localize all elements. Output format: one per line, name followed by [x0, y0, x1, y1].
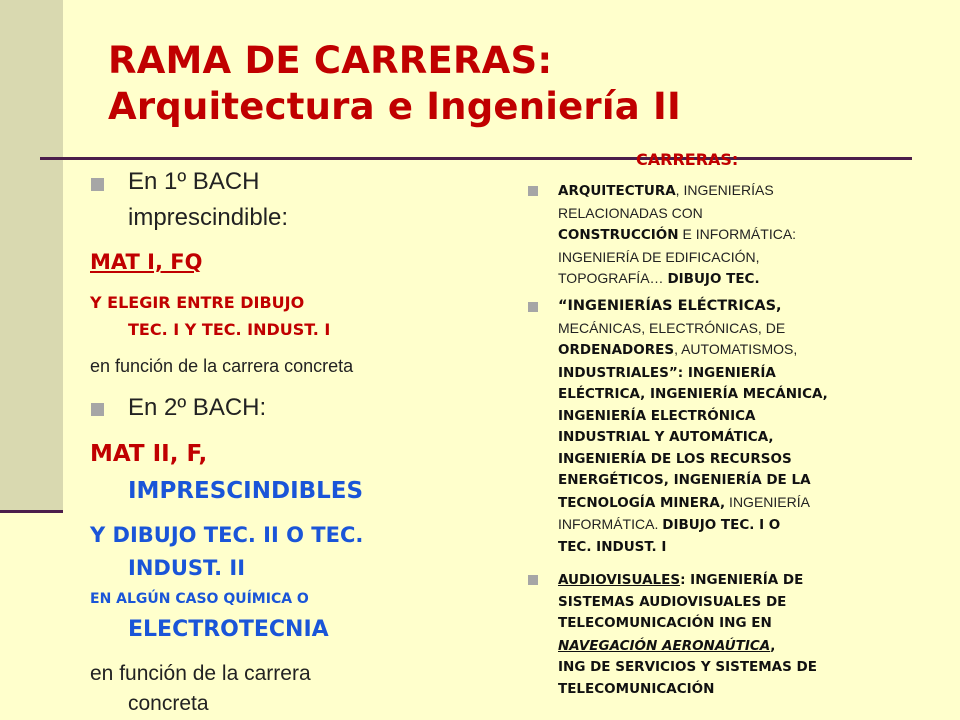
- mat-i-fq: MAT I, FQ: [90, 250, 203, 274]
- item2-text: ”: INGENIERÍA: [668, 364, 776, 381]
- item2-text: INDUSTRIAL Y AUTOMÁTICA,: [558, 429, 774, 445]
- item3-text: ING DE SERVICIOS Y SISTEMAS DE: [558, 659, 817, 675]
- item2-text: ENERGÉTICOS, INGENIERÍA DE LA: [558, 472, 811, 488]
- bullet-marker: [91, 178, 104, 191]
- item3-text: TELECOMUNICACIÓN ING EN: [558, 615, 772, 631]
- bullet-marker: [528, 186, 538, 196]
- bullet-marker: [528, 575, 538, 585]
- career-item-ingenierias: [558, 296, 908, 558]
- item1-requirement: DIBUJO TEC.: [667, 271, 760, 287]
- bullet-marker: [91, 403, 104, 416]
- industriales-label: INDUSTRIALES: [558, 364, 669, 381]
- item3-text: : INGENIERÍA DE: [680, 572, 804, 588]
- decorative-sidebar: [0, 0, 63, 510]
- bullet-1-line-1: En 1º BACH: [128, 168, 260, 195]
- item2-text: , AUTOMATISMOS,: [674, 341, 798, 357]
- title-divider: [40, 157, 912, 160]
- bullet-marker: [528, 302, 538, 312]
- mat-ii-f: MAT II, F,: [90, 441, 208, 467]
- item1-text: RELACIONADAS CON: [558, 204, 703, 221]
- right-column-heading: CARRERAS:: [636, 150, 739, 169]
- funcion-note-1: en función de la carrera concreta: [90, 356, 354, 376]
- algun-caso: EN ALGÚN CASO QUÍMICA O: [90, 591, 309, 607]
- audiovisuales-label: AUDIOVISUALES: [558, 572, 681, 588]
- item2-text: INFORMÁTICA.: [558, 516, 663, 532]
- title-line-1: RAMA DE CARRERAS:: [108, 39, 553, 82]
- bullet-2: En 2º BACH:: [128, 394, 267, 421]
- item1-text: TOPOGRAFÍA…: [558, 270, 668, 286]
- construccion-label: CONSTRUCCIÓN: [558, 227, 679, 243]
- career-item-arquitectura: [558, 180, 908, 291]
- item3-text: TELECOMUNICACIÓN: [558, 680, 715, 697]
- career-item-audiovisuales: [558, 569, 908, 700]
- navegacion-label: NAVEGACIÓN AERONAÚTICA: [558, 637, 771, 654]
- item1-text: , INGENIERÍAS: [675, 182, 774, 198]
- item2-requirement: DIBUJO TEC. I O: [662, 517, 781, 533]
- dibujo-line-2: INDUST. II: [128, 556, 246, 580]
- item1-text: INGENIERÍA DE EDIFICACIÓN,: [558, 248, 760, 265]
- arquitectura-label: ARQUITECTURA: [558, 183, 676, 199]
- item2-text: MECÁNICAS, ELECTRÓNICAS, DE: [558, 319, 786, 336]
- elegir-line-2: TEC. I Y TEC. INDUST. I: [128, 320, 331, 339]
- item1-text: E INFORMÁTICA:: [678, 226, 797, 242]
- item3-text: ,: [770, 637, 776, 654]
- item2-text: INGENIERÍA ELECTRÓNICA: [558, 407, 756, 424]
- ordenadores-label: ORDENADORES: [558, 342, 675, 358]
- item2-requirement: TEC. INDUST. I: [558, 538, 667, 555]
- electrotecnia: ELECTROTECNIA: [128, 617, 329, 642]
- item2-text: “INGENIERÍAS ELÉCTRICAS,: [558, 298, 782, 314]
- item2-text: INGENIERÍA DE LOS RECURSOS: [558, 450, 792, 467]
- item3-text: SISTEMAS AUDIOVISUALES DE: [558, 593, 787, 610]
- bullet-1-line-2: imprescindible:: [128, 204, 289, 231]
- elegir-line-1: Y ELEGIR ENTRE DIBUJO: [90, 293, 305, 312]
- item2-text: INGENIERÍA: [725, 493, 810, 510]
- dibujo-line-1: Y DIBUJO TEC. II O TEC.: [90, 523, 364, 547]
- funcion-note-2-line-2: concreta: [128, 692, 209, 715]
- sidebar-rule: [0, 510, 63, 513]
- title-line-2: Arquitectura e Ingeniería II: [108, 85, 681, 128]
- item2-text: ELÉCTRICA, INGENIERÍA MECÁNICA,: [558, 386, 828, 402]
- funcion-note-2-line-1: en función de la carrera: [90, 662, 311, 685]
- item2-text: TECNOLOGÍA MINERA,: [558, 494, 726, 511]
- imprescindibles: IMPRESCINDIBLES: [128, 478, 364, 504]
- slide-title: [108, 38, 681, 130]
